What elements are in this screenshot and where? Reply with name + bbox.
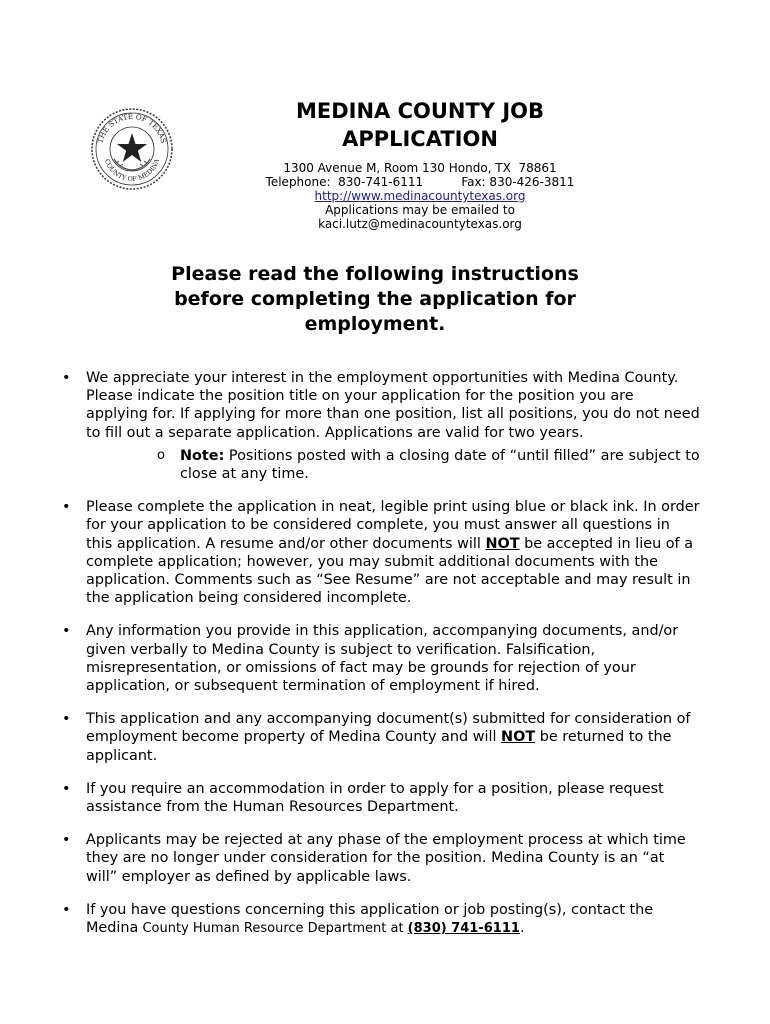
list-item bbox=[60, 780, 700, 816]
item-text: This application and any accompanying document(s) submitted for consideration of employment become property of Medina County and will bbox=[86, 711, 691, 746]
page-title bbox=[250, 97, 590, 153]
list-item bbox=[60, 369, 700, 483]
sub-bullet-icon: o bbox=[157, 447, 165, 463]
email-note: Applications may be emailed to bbox=[325, 203, 515, 217]
hr-phone: (830) 741-6111 bbox=[407, 921, 520, 937]
telephone-fax: Telephone: 830-741-6111 Fax: 830-426-3811 bbox=[265, 175, 575, 189]
item-text: Please complete the application in neat, legible print using blue or black ink. In order for your application to be considered complete, you must answer all questions in this application. A resume and/or other documents will bbox=[86, 499, 700, 552]
seal-text-top: THE STATE OF TEXAS bbox=[95, 111, 169, 145]
bullet-icon: • bbox=[62, 370, 71, 386]
item-text: We appreciate your interest in the employment opportunities with Medina County. Please indicate the position title on your application for the position you are applying for. If applying for more than one position, list all positions, you do not need to fill out a separate application. Applications are valid for two years. bbox=[86, 370, 700, 441]
instructions-heading: Please read the following instructions before completing the application for employment. bbox=[171, 263, 579, 335]
bullet-icon: • bbox=[62, 623, 71, 640]
seal-text-bottom: COUNTY OF MEDINA bbox=[102, 157, 162, 184]
item-text: If you require an accommodation in order to apply for a position, please request assistance from the Human Resources Department. bbox=[86, 780, 664, 816]
item-text: If you have questions concerning this application or job posting(s), contact the Medina bbox=[86, 901, 654, 937]
email-address: kaci.lutz@medinacountytexas.org bbox=[318, 217, 522, 231]
item-text: Any information you provide in this application, accompanying documents, and/or given verbally to Medina County is subject to verification. Falsification, misrepresentation, or omissions of fact may be grounds for rejection of your application, or subsequent termination of employment if hired. bbox=[86, 623, 679, 695]
address: 1300 Avenue M, Room 130 Hondo, TX 78861 bbox=[283, 161, 557, 175]
item-text: be accepted in lieu of a complete application; however, you may submit additional documents with the application. Comments such as “See Resume” are not acceptable and may result in the application being considered incomplete. bbox=[86, 535, 694, 607]
title-line-2: APPLICATION bbox=[342, 127, 498, 151]
bullet-icon: • bbox=[62, 832, 71, 849]
emphasis-not: NOT bbox=[485, 535, 520, 552]
bullet-icon: • bbox=[62, 901, 71, 918]
item-text: . bbox=[519, 920, 525, 937]
list-item bbox=[60, 622, 700, 695]
note-label: Note: bbox=[180, 447, 225, 464]
list-item bbox=[60, 901, 700, 938]
list-item bbox=[60, 831, 700, 886]
contact-block bbox=[250, 161, 590, 231]
bullet-icon: • bbox=[62, 780, 71, 797]
instructions-list bbox=[60, 369, 700, 953]
list-item bbox=[60, 710, 700, 765]
item-text: be returned to the applicant. bbox=[86, 729, 672, 764]
emphasis-not: NOT bbox=[501, 729, 536, 746]
title-line-1: MEDINA COUNTY JOB bbox=[295, 99, 545, 123]
item-text: County Human Resource Department at bbox=[138, 921, 408, 937]
texas-seal-logo bbox=[90, 107, 174, 191]
website-link[interactable]: http://www.medinacountytexas.org bbox=[314, 189, 526, 203]
item-text: Applicants may be rejected at any phase of the employment process at which time they are no longer under consideration for the position. Medina County is an “at will” employer as defined by applicable laws. bbox=[86, 832, 686, 885]
note-text: Positions posted with a closing date of “until filled” are subject to close at any time. bbox=[180, 447, 700, 483]
bullet-icon: • bbox=[62, 499, 71, 516]
note-item bbox=[86, 447, 700, 483]
bullet-icon: • bbox=[62, 711, 71, 728]
list-item bbox=[60, 498, 700, 607]
